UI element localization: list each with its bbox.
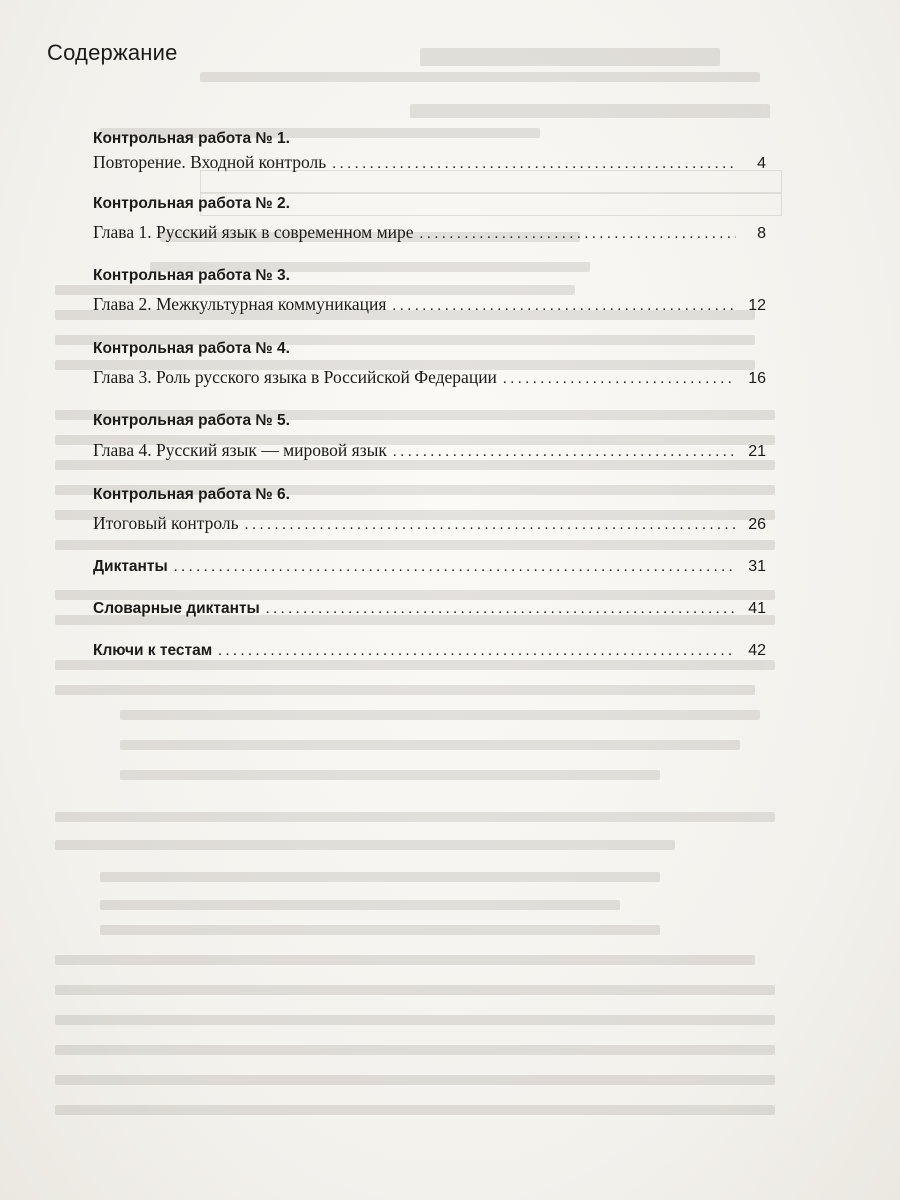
dot-leader — [245, 517, 736, 534]
dot-leader — [392, 298, 736, 315]
toc-entry-4[interactable] — [93, 367, 766, 391]
dot-leader — [266, 601, 736, 618]
toc-page-number: 26 — [748, 516, 766, 533]
toc-entry-1[interactable] — [93, 152, 766, 176]
dot-leader — [174, 559, 736, 576]
toc-entry-5[interactable] — [93, 440, 766, 464]
page-title: Содержание — [47, 40, 178, 65]
dot-leader — [218, 643, 736, 660]
dot-leader — [332, 156, 736, 173]
dot-leader — [503, 371, 736, 388]
toc-page-number: 16 — [748, 370, 766, 387]
toc-entry-label: Глава 2. Межкультурная коммуникация — [93, 294, 387, 314]
toc-page-number: 41 — [748, 600, 766, 617]
toc-page-number: 21 — [748, 443, 766, 460]
dot-leader — [420, 226, 736, 243]
toc-entry-label: Глава 3. Роль русского языка в Российской Федерации — [93, 367, 497, 387]
toc-entry-label: Словарные диктанты — [93, 600, 260, 617]
toc-entry-label: Ключи к тестам — [93, 642, 213, 659]
toc-entry-label: Глава 1. Русский язык в современном мире — [93, 222, 414, 242]
toc-entry-label: Повторение. Входной контроль — [93, 152, 327, 172]
toc-page-number: 8 — [757, 225, 766, 242]
toc-heading-3: Контрольная работа № 3. — [93, 267, 290, 284]
toc-entry-test-keys[interactable] — [93, 642, 766, 666]
toc-page-number: 4 — [757, 155, 766, 172]
toc-page-number: 42 — [748, 642, 766, 659]
toc-page-number: 12 — [748, 297, 766, 314]
toc-heading-1: Контрольная работа № 1. — [93, 130, 290, 147]
toc-heading-5: Контрольная работа № 5. — [93, 412, 290, 429]
toc-entry-dictations[interactable] — [93, 558, 766, 582]
toc-entry-6[interactable] — [93, 513, 766, 537]
toc-page-number: 31 — [748, 558, 766, 575]
toc-heading-6: Контрольная работа № 6. — [93, 486, 290, 503]
toc-entry-vocabulary-dictations[interactable] — [93, 600, 766, 624]
toc-heading-4: Контрольная работа № 4. — [93, 340, 290, 357]
toc-entry-label: Диктанты — [93, 558, 168, 575]
toc-heading-2: Контрольная работа № 2. — [93, 195, 290, 212]
toc-entry-3[interactable] — [93, 294, 766, 318]
toc-entry-2[interactable] — [93, 222, 766, 246]
dot-leader — [393, 444, 736, 461]
toc-entry-label: Итоговый контроль — [93, 513, 239, 533]
toc-entry-label: Глава 4. Русский язык — мировой язык — [93, 440, 387, 460]
